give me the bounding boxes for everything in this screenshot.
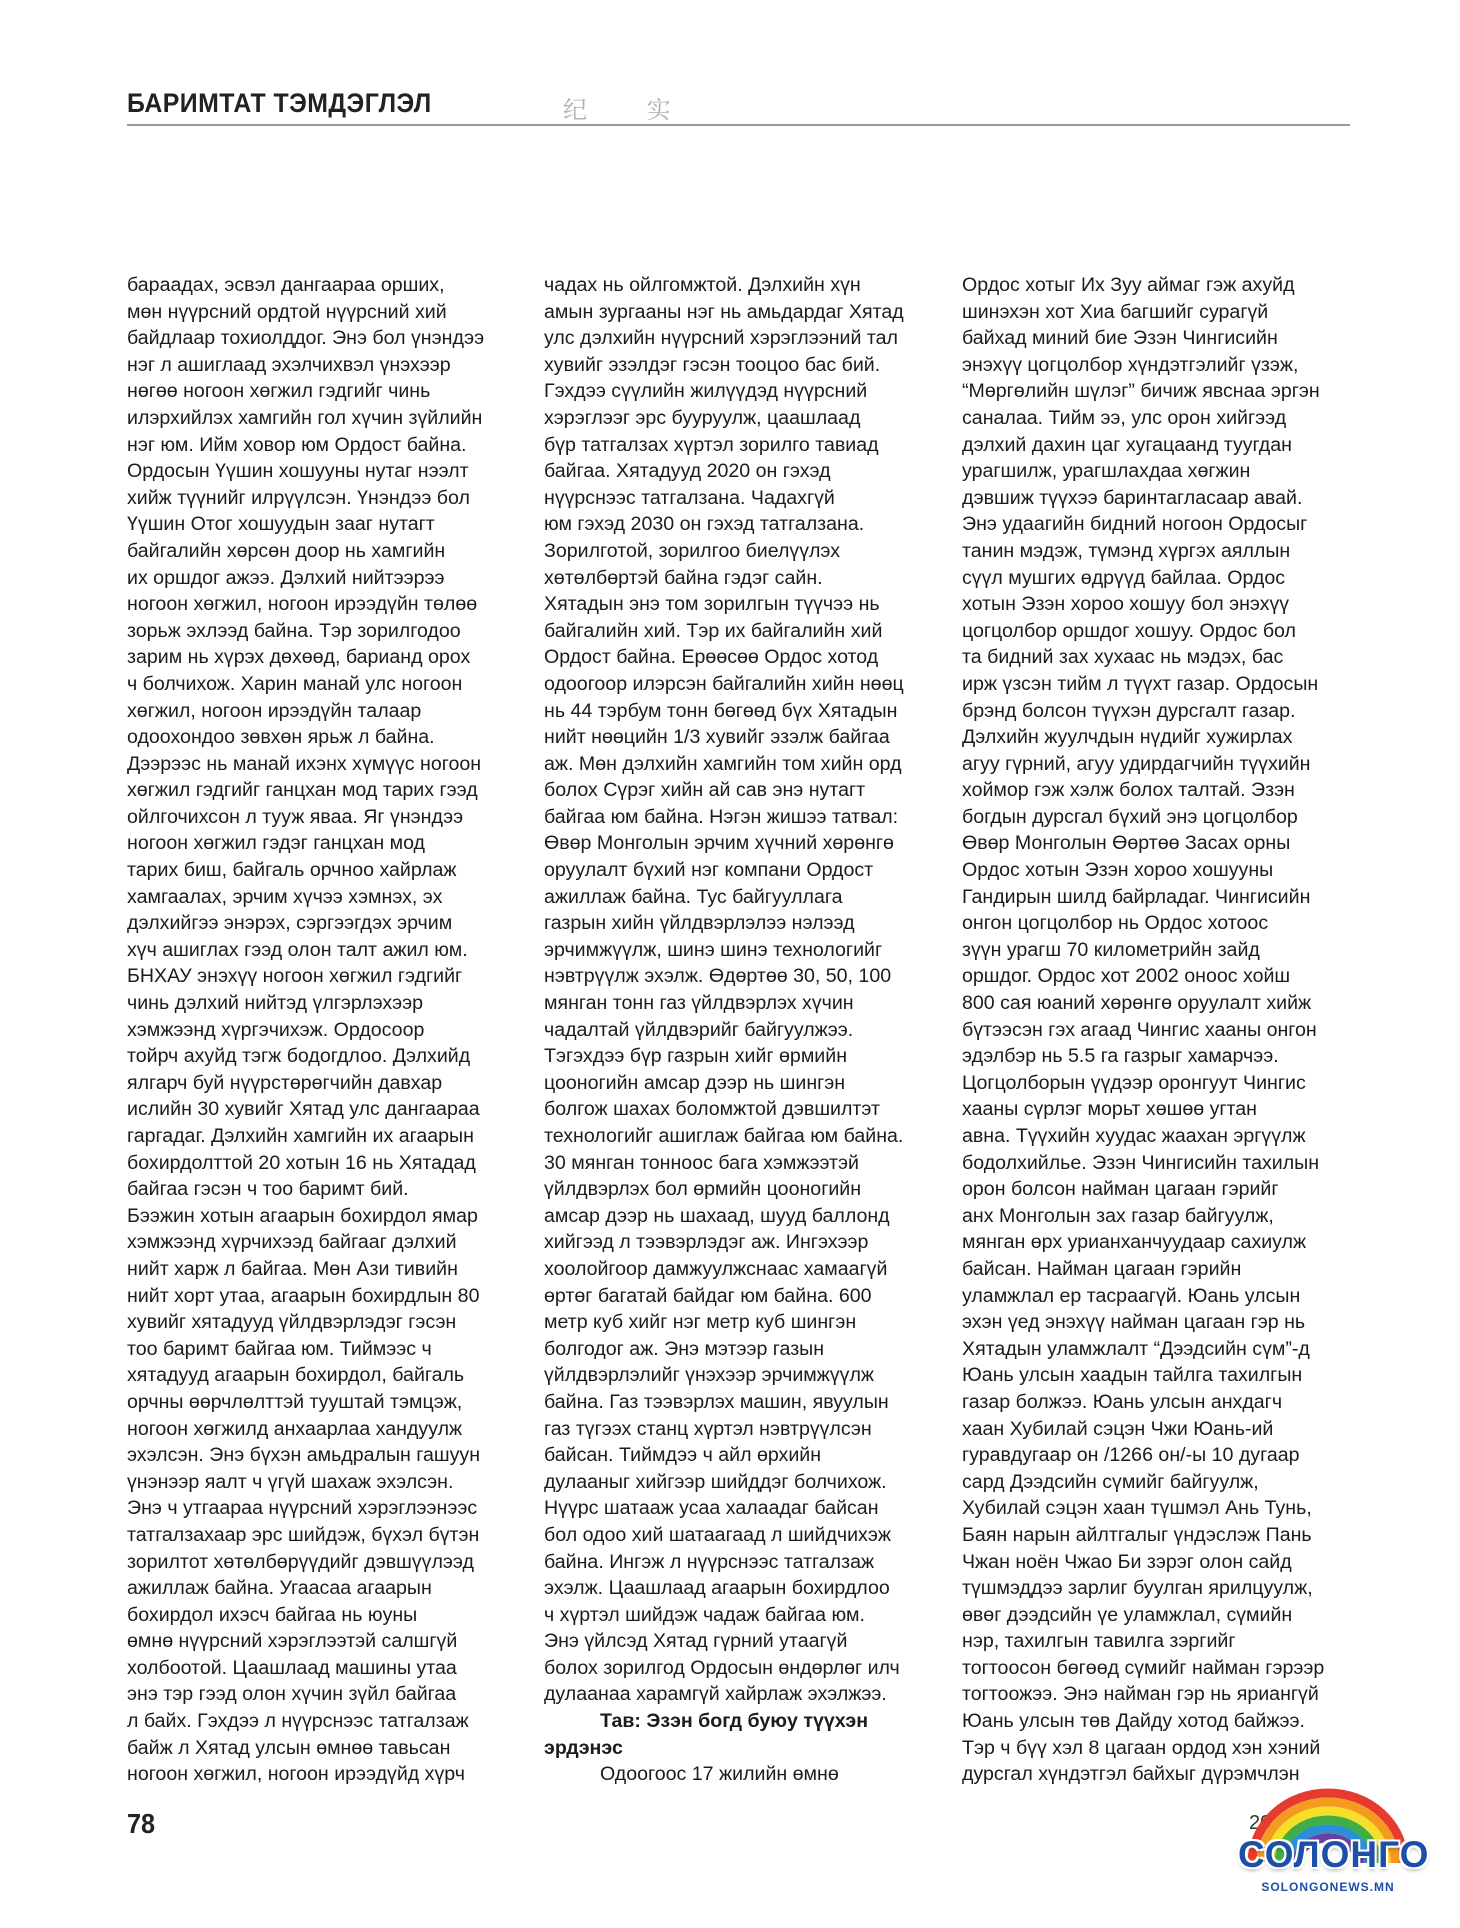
text-line: хөтөлбөртэй байна гэдэг сайн. xyxy=(544,566,823,589)
text-line: хэмжээнд хүрчихээд байгааг дэлхий xyxy=(127,1231,457,1254)
text-line: зорилтот хөтөлбөрүүдийг дэвшүүлээд xyxy=(127,1550,474,1573)
text-line: үйлдвэрлэлийг үнэхээр эрчимжүүлж xyxy=(544,1364,875,1387)
text-line: танин мэдэж, түмэнд хүргэх аяллын xyxy=(962,539,1291,562)
text-line: байна. Газ тээвэрлэх машин, явуулын xyxy=(544,1390,889,1413)
text-line: ногоон хөгжил, ногоон ирээдүйн төлөө xyxy=(127,593,478,616)
text-line: тогтоожээ. Энэ найман гэр нь яриангүй xyxy=(962,1683,1319,1706)
text-line: газ түгээх станц хүртэл нэвтрүүлсэн xyxy=(544,1417,872,1440)
text-line: амсар дээр нь шахаад, шууд баллонд xyxy=(544,1204,890,1227)
text-line: одоохондоо зөвхөн ярьж л байна. xyxy=(127,726,435,749)
text-line: метр куб хийг нэг метр куб шингэн xyxy=(544,1311,857,1334)
text-line: ногоон хөгжил, ногоон ирээдүйд хүрч xyxy=(127,1763,465,1786)
text-line: бараадах, эсвэл дангаараа орших, xyxy=(127,274,445,296)
text-line: хөгжил гэдгийг ганцхан мод тарих гээд xyxy=(127,779,478,802)
text-line: үйлдвэрлэх бол өрмийн цооногийн xyxy=(544,1178,862,1201)
text-line: анх Монголын зах газар байгуулж, xyxy=(962,1204,1274,1227)
text-line: дэлхийгээ энэрэх, сэргээгдэх эрчим xyxy=(127,912,453,935)
text-line: Гэхдээ сүүлийн жилүүдэд нүүрсний xyxy=(544,380,868,403)
text-line: тогтоосон бөгөөд сүмийг найман гэрээр xyxy=(962,1656,1325,1679)
text-line: авна. Түүхийн хуудас жаахан эргүүлж xyxy=(962,1125,1306,1147)
logo-wordmark: СОЛОНГО xyxy=(1238,1834,1430,1875)
text-line: брэнд болсон түүхэн дурсгалт газар. xyxy=(962,699,1296,722)
text-line: гуравдугаар он /1266 он/-ы 10 дугаар xyxy=(962,1444,1300,1467)
text-line: өмнө нүүрсний хэрэглээтэй салшгүй xyxy=(127,1630,458,1653)
text-line: Дэлхийн жуулчдын нүдийг хужирлах xyxy=(962,726,1293,749)
text-line: нийт харж л байгаа. Мөн Ази тивийн xyxy=(127,1257,458,1280)
text-line: Хятадын уламжлалт “Дээдсийн сүм”-д xyxy=(962,1337,1310,1360)
text-line: дулааныг хийгээр шийддэг болчихож. xyxy=(544,1470,887,1493)
text-line: нэг л ашиглаад эхэлчихвэл үнэхээр xyxy=(127,353,451,376)
text-line: “Мөргөлийн шүлэг” бичиж явснаа эргэн xyxy=(962,380,1320,403)
text-line: сүүл мушгих өдрүүд байлаа. Ордос xyxy=(962,566,1286,589)
solongo-logo xyxy=(1238,1785,1430,1905)
text-line: байгалийн хий. Тэр их байгалийн хий xyxy=(544,619,883,642)
text-line: газар болжээ. Юань улсын анхдагч xyxy=(962,1390,1283,1413)
text-line: хийж түүнийг илрүүлсэн. Үнэндээ бол xyxy=(127,486,470,509)
text-line: хотын Эзэн хороо хошуу бол энэхүү xyxy=(962,593,1290,616)
text-line: Дээрээс нь манай ихэнх хүмүүс ногоон xyxy=(127,752,482,775)
text-line: Зорилготой, зорилгоо биелүүлэх xyxy=(544,539,841,562)
text-line: БНХАУ энэхүү ногоон хөгжил гэдгийг xyxy=(127,965,463,988)
section-heading: Тав: Эзэн богд буюу түүхэн xyxy=(600,1710,869,1733)
text-line: саналаа. Тийм ээ, улс орон хийгээд xyxy=(962,406,1287,429)
text-line: байсан. Тиймдээ ч айл өрхийн xyxy=(544,1444,822,1467)
text-line: Өвөр Монголын Өөртөө Засах орны xyxy=(962,832,1291,855)
page-number: 78 xyxy=(127,1808,156,1839)
text-line: Гандирын шилд байрладаг. Чингисийн xyxy=(962,885,1311,908)
text-line: 30 мянган тонноос бага хэмжээтэй xyxy=(544,1151,859,1174)
text-line: нэг юм. Ийм ховор юм Ордост байна. xyxy=(127,433,467,456)
text-line: байсан. Найман цагаан гэрийн xyxy=(962,1257,1242,1280)
text-line: Үүшин Отог хошуудын зааг нутагт xyxy=(127,513,435,536)
text-line: орон болсон найман цагаан гэрийг xyxy=(962,1178,1279,1201)
text-line: технологийг ашиглаж байгаа юм байна. xyxy=(544,1125,904,1147)
text-line: Юань улсын төв Дайду хотод байжээ. xyxy=(962,1710,1305,1733)
text-line: онгон цогцолбор нь Ордос хотоос xyxy=(962,912,1269,935)
text-line: нэвтрүүлж эхэлж. Өдөртөө 30, 50, 100 xyxy=(544,965,892,988)
text-line: нөгөө ногоон хөгжил гэдгийг чинь xyxy=(127,380,431,403)
text-line: хамгаалах, эрчим хүчээ хэмнэх, эх xyxy=(127,885,443,908)
text-line: хятадууд агаарын бохирдол, байгаль xyxy=(127,1364,465,1387)
text-line: болгодог аж. Энэ мэтээр газын xyxy=(544,1337,825,1360)
text-line: зарим нь хүрэх дөхөөд, барианд орох xyxy=(127,646,471,669)
text-line: Бээжин хотын агаарын бохирдол ямар xyxy=(127,1204,478,1227)
text-line: зорьж эхлээд байна. Тэр зорилгодоо xyxy=(127,619,461,642)
text-line: дулаанаа харамгүй хайрлаж эхэлжээ. xyxy=(544,1683,887,1706)
text-line: өвөг дээдсийн үе уламжлал, сүмийн xyxy=(962,1603,1293,1626)
text-line: 800 сая юаний хөрөнгө оруулалт хийж xyxy=(962,992,1312,1015)
text-line: болох зорилгод Ордосын өндөрлөг илч xyxy=(544,1656,900,1679)
text-line: хаан Хубилай сэцэн Чжи Юань-ий xyxy=(962,1417,1274,1440)
text-line: хийгээд л тээвэрлэдэг аж. Ингэхээр xyxy=(544,1231,869,1254)
text-line: юм гэхэд 2030 он гэхэд татгалзана. xyxy=(544,513,865,536)
text-line: болгож шахах боломжтой дэвшилтэт xyxy=(544,1098,880,1121)
text-line: ажиллаж байна. Угаасаа агаарын xyxy=(127,1577,432,1600)
text-line: хоймор гэж хэлж болох талтай. Эзэн xyxy=(962,779,1295,802)
text-line: ч болчихож. Харин манай улс ногоон xyxy=(127,672,463,695)
text-line: энэхүү цогцолбор хүндэтгэлийг үзэж, xyxy=(962,353,1299,376)
text-line: байна. Ингэж л нүүрснээс татгалзаж xyxy=(544,1550,875,1573)
text-line: хэмжээнд хүргэчихэж. Ордосоор xyxy=(127,1018,425,1041)
text-line: ногоон хөгжилд анхаарлаа хандуулж xyxy=(127,1417,463,1440)
text-line: энэ тэр гээд олон хүчин зүйл байгаа xyxy=(127,1683,457,1706)
text-line: оруулалт бүхий нэг компани Ордост xyxy=(544,859,874,882)
text-line: татгалзахаар эрс шийдэж, бүхэл бүтэн xyxy=(127,1523,480,1546)
text-line: гаргадаг. Дэлхийн хамгийн их агаарын xyxy=(127,1125,474,1147)
text-line: ногоон хөгжил гэдэг ганцхан мод xyxy=(127,832,425,855)
text-line: мянган тонн газ үйлдвэрлэх хүчин xyxy=(544,992,854,1015)
text-line: бүр татгалзах хүртэл зорилго тавиад xyxy=(544,433,879,456)
text-line: Чжан ноён Чжао Би зэрэг олон сайд xyxy=(962,1550,1292,1573)
text-line: илэрхийлэх хамгийн гол хүчин зүйлийн xyxy=(127,406,483,429)
text-line: шинэхэн хот Хиа багшийг сурагүй xyxy=(962,300,1269,323)
text-line: нийт нөөцийн 1/3 хувийг эзэлж байгаа xyxy=(544,726,890,749)
text-line: эрчимжүүлж, шинэ шинэ технологийг xyxy=(544,938,883,961)
text-line: ирж үзсэн тийм л түүхт газар. Ордосын xyxy=(962,672,1319,695)
text-line: та бидний зах хухаас нь мэдэх, бас xyxy=(962,646,1284,669)
text-line: агуу гүрний, агуу удирдагчийн түүхийн xyxy=(962,752,1311,775)
text-line: хөгжил, ногоон ирээдүйн талаар xyxy=(127,699,422,722)
text-line: байж л Хятад улсын өмнөө тавьсан xyxy=(127,1736,451,1759)
text-line: цооногийн амсар дээр нь шингэн xyxy=(544,1071,846,1094)
text-line: аж. Мөн дэлхийн хамгийн том хийн орд xyxy=(544,752,902,775)
text-column-1 xyxy=(127,272,547,1792)
text-line: сард Дээдсийн сүмийг байгуулж, xyxy=(962,1470,1259,1493)
text-line: эхэлж. Цаашлаад агаарын бохирдлоо xyxy=(544,1577,890,1600)
text-line: байдлаар тохиолддог. Энэ бол үнэндээ xyxy=(127,327,485,350)
text-line: Ордосын Үүшин хошууны нутаг нээлт xyxy=(127,460,469,483)
text-line: бүтээсэн гэх агаад Чингис хааны онгон xyxy=(962,1018,1317,1041)
text-line: чадалтай үйлдвэрийг байгуулжээ. xyxy=(544,1018,854,1041)
issue-number: 20 /279 xyxy=(1249,1812,1316,1834)
text-line: Өвөр Монголын эрчим хүчний хөрөнгө xyxy=(544,832,894,855)
text-line: их оршдог ажээ. Дэлхий нийтээрээ xyxy=(127,566,445,589)
text-line: Нүүрс шатааж усаа халаадаг байсан xyxy=(544,1497,879,1520)
text-line: ойлгочихсон л тууж яваа. Яг үнэндээ xyxy=(127,805,464,828)
text-line: байгаа. Хятадууд 2020 он гэхэд xyxy=(544,460,831,483)
text-line: байхад миний бие Эзэн Чингисийн xyxy=(962,327,1278,350)
text-line: Хубилай сэцэн хаан түшмэл Ань Тунь, xyxy=(962,1497,1312,1520)
text-line: байгаа гэсэн ч тоо баримт бий. xyxy=(127,1178,409,1201)
text-line: байгалийн хөрсөн доор нь хамгийн xyxy=(127,539,446,562)
text-line: дэвшиж түүхээ баринтагласаар авай. xyxy=(962,486,1303,509)
text-line: бохирдолттой 20 хотын 16 нь Хятадад xyxy=(127,1151,476,1174)
text-line: холбоотой. Цаашлаад машины утаа xyxy=(127,1656,457,1679)
text-line: бодолхийлье. Эзэн Чингисийн тахилын xyxy=(962,1151,1320,1174)
text-line: Ордос хотыг Их Зуу аймаг гэж ахуйд xyxy=(962,274,1295,296)
running-header xyxy=(127,84,1350,126)
text-line: Ордост байна. Ерөөсөө Ордос хотод xyxy=(544,646,879,669)
section-title-chinese: 纪 实 xyxy=(563,96,697,124)
text-line: тарих биш, байгаль орчноо хайрлаж xyxy=(127,859,457,882)
text-line: нүүрснээс татгалзана. Чадахгүй xyxy=(544,486,835,509)
text-line: тойрч ахуйд тэгж бодогдлоо. Дэлхийд xyxy=(127,1045,471,1068)
text-line: цогцолбор оршдог хошуу. Ордос бол xyxy=(962,619,1296,642)
text-column-2 xyxy=(544,272,964,1792)
text-line: түшмэддээ зарлиг буулган ярилцуулж, xyxy=(962,1577,1313,1600)
section-heading: эрдэнэс xyxy=(544,1736,623,1759)
text-line: хүч ашиглах гээд олон талт ажил юм. xyxy=(127,938,468,961)
text-line: хувийг хятадууд үйлдвэрлэдэг гэсэн xyxy=(127,1311,457,1334)
text-line: зүүн урагш 70 километрийн зайд xyxy=(962,938,1260,961)
text-line: урагшилж, урагшлахдаа хөгжин xyxy=(962,460,1251,483)
text-line: хоолойгоор дамжуулжснаас хамаагүй xyxy=(544,1257,888,1280)
text-line: Тэгэхдээ бүр газрын хийг өрмийн xyxy=(544,1045,848,1068)
text-line: Тэр ч бүү хэл 8 цагаан ордод хэн хэний xyxy=(962,1736,1321,1759)
text-line: нэр, тахилгын тавилга зэргийг xyxy=(962,1630,1236,1653)
text-line: эдэлбэр нь 5.5 га газрыг хамарчээ. xyxy=(962,1045,1279,1068)
text-line: хэрэглээг эрс бууруулж, цаашлаад xyxy=(544,406,861,429)
text-line: бол одоо хий шатаагаад л шийдчихэж xyxy=(544,1523,891,1546)
text-line: Хятадын энэ том зорилгын түүчээ нь xyxy=(544,593,880,616)
text-line: хааны сүрлэг морьт хөшөө угтан xyxy=(962,1098,1257,1121)
text-line: эхэлсэн. Энэ бүхэн амьдралын гашуун xyxy=(127,1444,481,1467)
text-line: үнэнээр яалт ч үгүй шахаж эхэлсэн. xyxy=(127,1470,454,1493)
text-line: хувийг эзэлдэг гэсэн тооцоо бас бий. xyxy=(544,353,881,376)
text-line: дурсгал хүндэтгэл байхыг дүрэмчлэн xyxy=(962,1763,1300,1786)
text-line: Баян нарын айлтгалыг үндэслэж Пань xyxy=(962,1523,1312,1546)
text-line: Энэ үйлсэд Хятад гүрний утаагүй xyxy=(544,1630,848,1653)
text-line: орчны өөрчлөлттэй тууштай тэмцэж, xyxy=(127,1390,463,1413)
text-line: Ордос хотын Эзэн хороо хошууны xyxy=(962,859,1274,882)
text-line: улс дэлхийн нүүрсний хэрэглээний тал xyxy=(544,327,898,350)
text-line: Энэ удаагийн бидний ногоон Ордосыг xyxy=(962,513,1308,536)
text-line: Цогцолборын үүдээр оронгуут Чингис xyxy=(962,1071,1306,1094)
text-line: байгаа юм байна. Нэгэн жишээ татвал: xyxy=(544,805,899,828)
text-line: мөн нүүрсний ордтой нүүрсний хий xyxy=(127,300,447,323)
text-line: оршдог. Ордос хот 2002 оноос хойш xyxy=(962,965,1291,988)
text-line: одоогоор илэрсэн байгалийн хийн нөөц xyxy=(544,672,904,695)
text-column-3 xyxy=(962,272,1362,1792)
text-line: Энэ ч утгаараа нүүрсний хэрэглээнээс xyxy=(127,1497,478,1520)
text-line: бохирдол ихэсч байгаа нь юуны xyxy=(127,1603,418,1626)
logo-domain: SOLONGONEWS.MN xyxy=(1261,1880,1395,1894)
text-line: газрын хийн үйлдвэрлэлээ нэлээд xyxy=(544,912,855,935)
text-line: мянган өрх урианханчуудаар сахиулж xyxy=(962,1231,1307,1254)
text-line: уламжлал ер тасраагүй. Юань улсын xyxy=(962,1284,1301,1307)
text-line: болох Сүрэг хийн ай сав энэ нутагт xyxy=(544,779,866,802)
text-line: ч хүртэл шийдэж чадаж байгаа юм. xyxy=(544,1603,865,1626)
text-line: эхэн үед энэхүү найман цагаан гэр нь xyxy=(962,1311,1306,1334)
text-line: дэлхий дахин цаг хугацаанд туугдан xyxy=(962,433,1292,456)
text-line: чадах нь ойлгомжтой. Дэлхийн хүн xyxy=(544,274,861,296)
text-line: ажиллаж байна. Тус байгууллага xyxy=(544,885,843,908)
text-line: ислийн 30 хувийг Хятад улс дангаараа xyxy=(127,1098,480,1121)
text-line: ялгарч буй нүүрстөрөгчийн давхар xyxy=(127,1071,443,1094)
text-line: нь 44 тэрбум тонн бөгөөд бүх Хятадын xyxy=(544,699,898,722)
text-line: нийт хорт утаа, агаарын бохирдлын 80 xyxy=(127,1284,480,1307)
text-line: тоо баримт байгаа юм. Тиймээс ч xyxy=(127,1337,432,1360)
text-line: богдын дурсгал бүхий энэ цогцолбор xyxy=(962,805,1298,828)
section-title: БАРИМТАТ ТЭМДЭГЛЭЛ xyxy=(127,88,432,118)
text-line: өртөг багатай байдаг юм байна. 600 xyxy=(544,1284,872,1307)
section-first-line: Одоогоос 17 жилийн өмнө xyxy=(600,1763,839,1786)
text-line: л байх. Гэхдээ л нүүрснээс татгалзаж xyxy=(127,1710,469,1733)
text-line: амын зургааны нэг нь амьдардаг Хятад xyxy=(544,300,904,323)
text-line: чинь дэлхий нийтэд үлгэрлэхээр xyxy=(127,992,424,1015)
text-line: Юань улсын хаадын тайлга тахилгын xyxy=(962,1364,1303,1387)
